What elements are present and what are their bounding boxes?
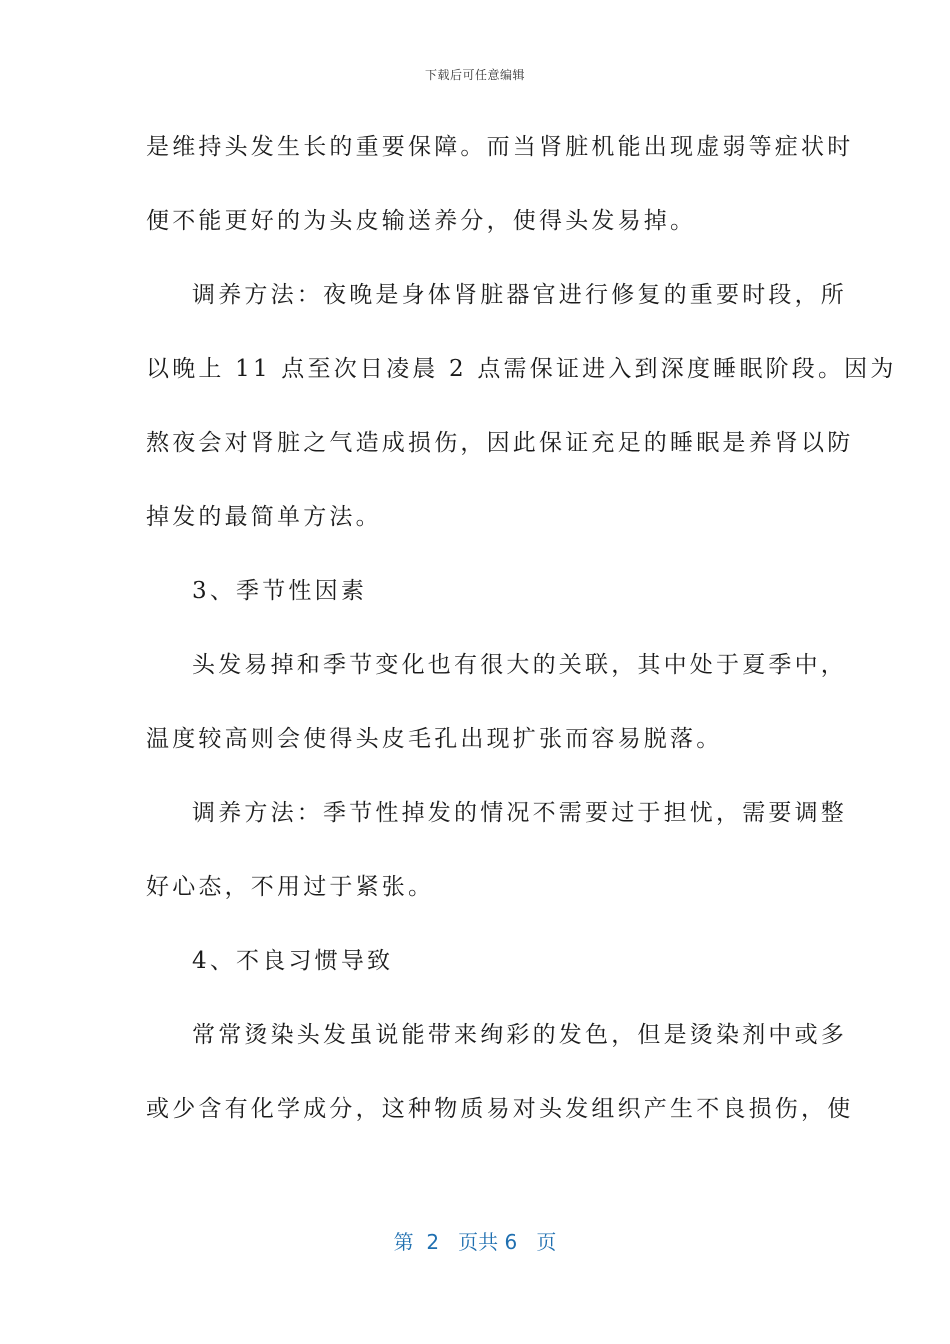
section-heading: 4、不良习惯导致 <box>192 948 394 974</box>
paragraph-line: 调养方法：夜晚是身体肾脏器官进行修复的重要时段，所 <box>192 282 847 308</box>
page-header: 下载后可任意编辑 <box>424 68 525 82</box>
paragraph-line: 调养方法：季节性掉发的情况不需要过于担忧，需要调整 <box>192 800 847 826</box>
paragraph-line: 温度较高则会使得头皮毛孔出现扩张而容易脱落。 <box>146 726 723 752</box>
paragraph-line: 或少含有化学成分，这种物质易对头发组织产生不良损伤，使 <box>146 1096 854 1122</box>
document-body <box>146 120 897 1156</box>
paragraph-line: 掉发的最简单方法。 <box>146 504 382 530</box>
paragraph-line: 头发易掉和季节变化也有很大的关联，其中处于夏季中， <box>192 652 847 678</box>
paragraph-line: 便不能更好的为头皮输送养分，使得头发易掉。 <box>146 208 697 234</box>
paragraph-line: 熬夜会对肾脏之气造成损伤，因此保证充足的睡眠是养肾以防 <box>146 430 854 456</box>
paragraph-line: 好心态，不用过于紧张。 <box>146 874 435 900</box>
page-number-footer: 第 2 页共 6 页 <box>393 1230 557 1254</box>
section-heading: 3、季节性因素 <box>192 578 368 604</box>
paragraph-line: 常常烫染头发虽说能带来绚彩的发色，但是烫染剂中或多 <box>192 1022 847 1048</box>
paragraph-line: 以晚上 11 点至次日凌晨 2 点需保证进入到深度睡眠阶段。因为 <box>146 356 897 382</box>
paragraph-line: 是维持头发生长的重要保障。而当肾脏机能出现虚弱等症状时 <box>146 134 854 160</box>
